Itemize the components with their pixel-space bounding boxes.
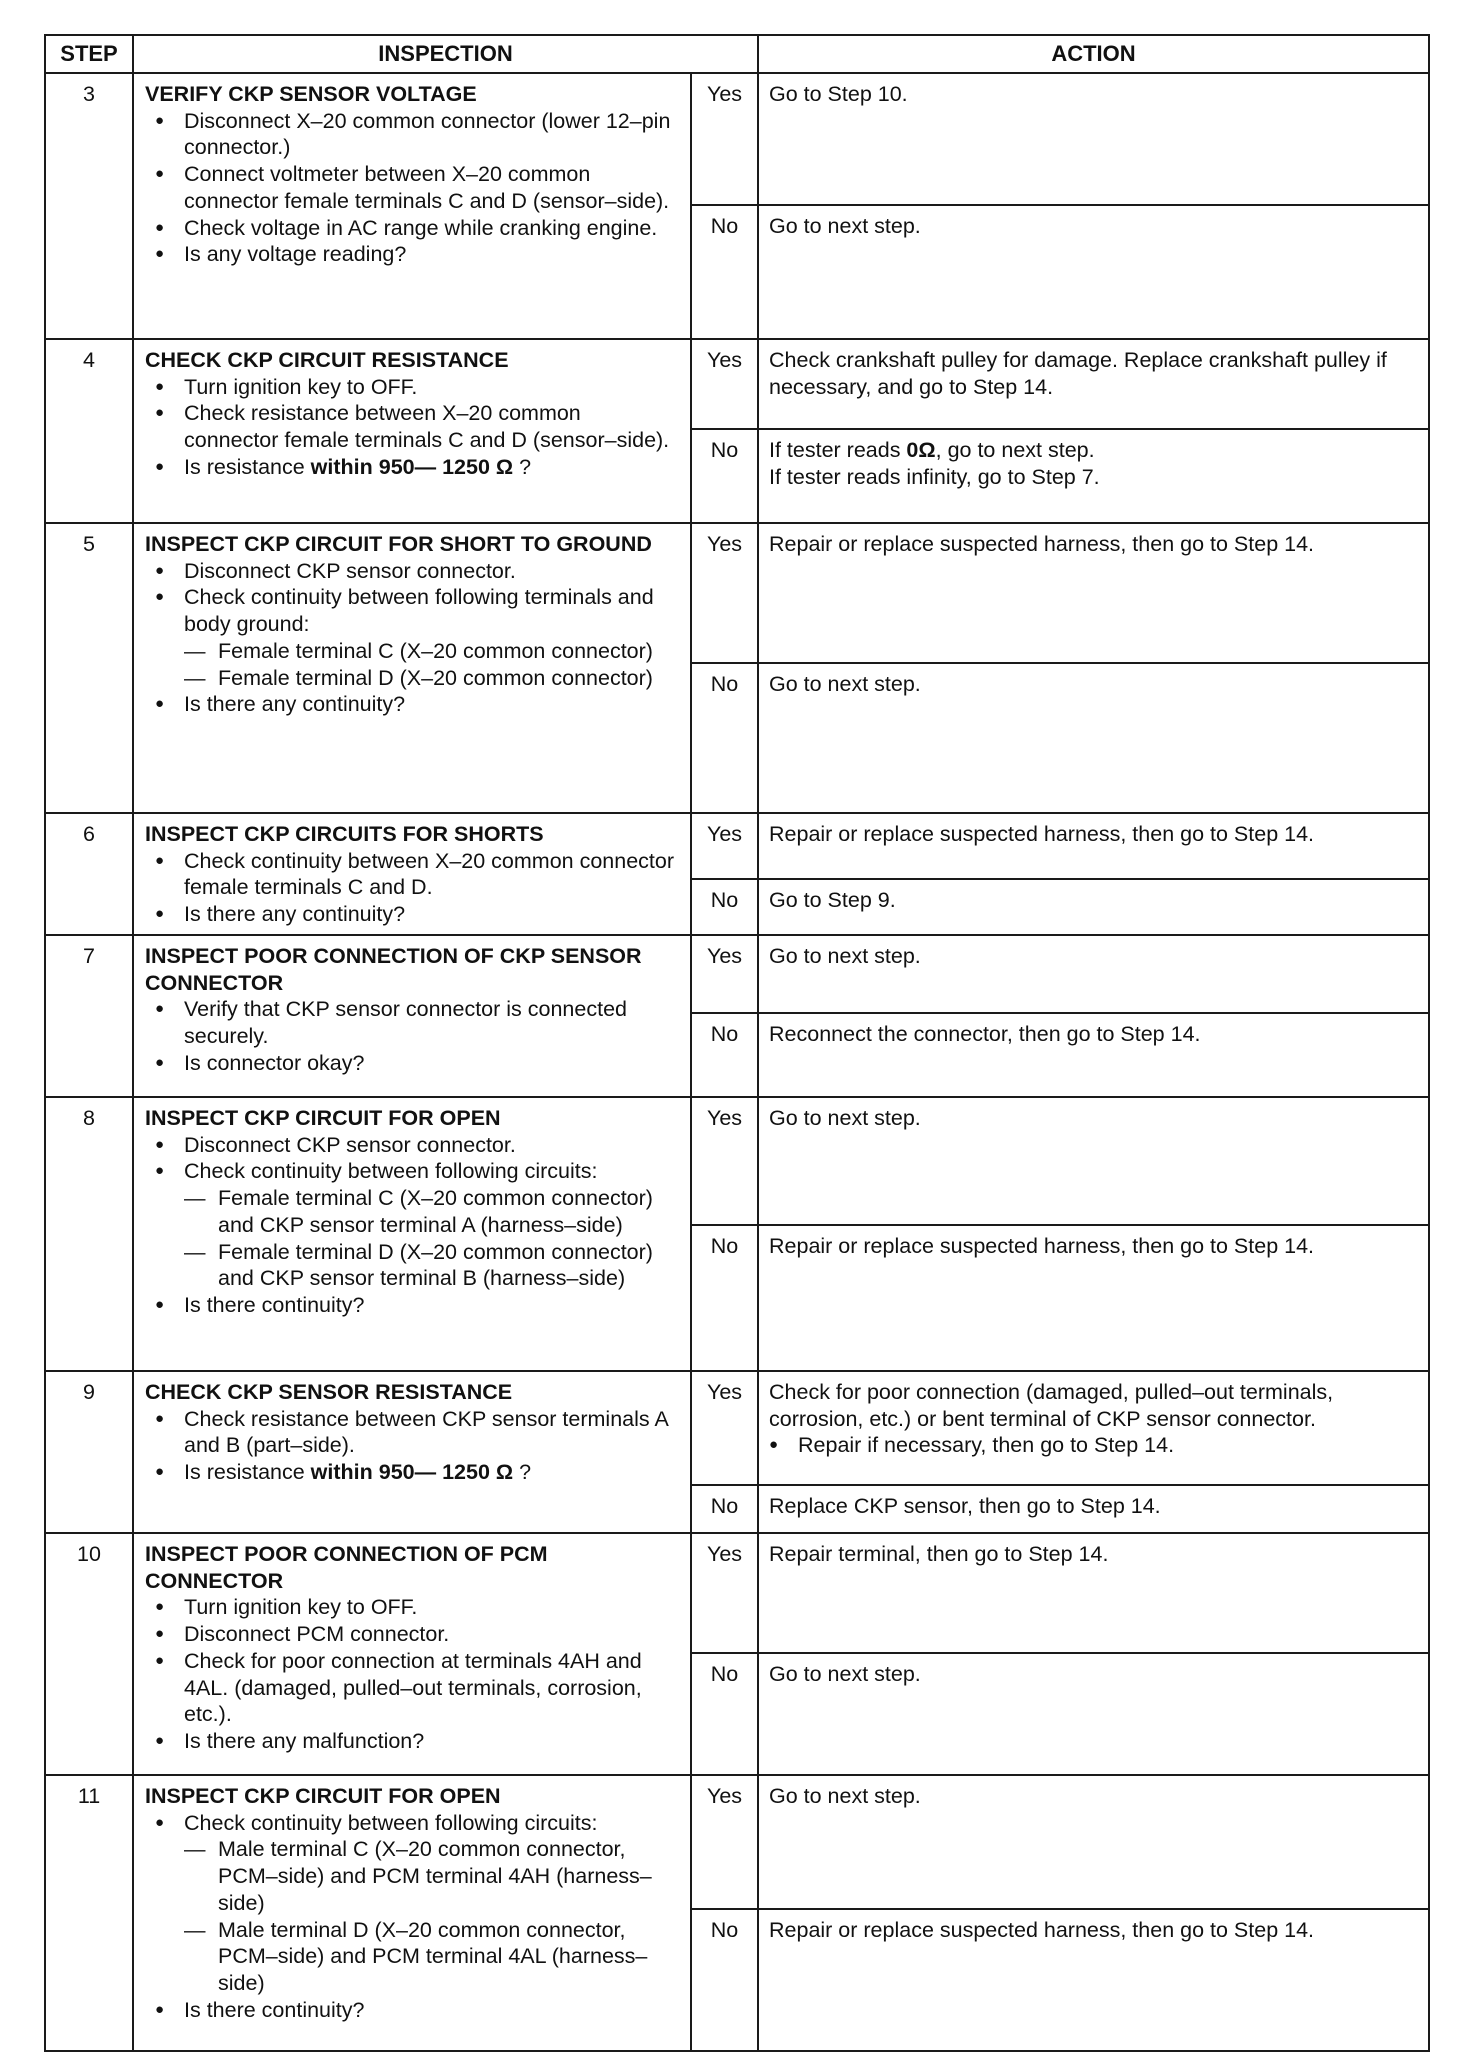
sub-list-item: — Female terminal C (X–20 common connector) and CKP sensor terminal A (harness–side) [184, 1185, 680, 1238]
instruction-text: Is resistance [184, 454, 311, 479]
step-number: 3 [45, 73, 133, 339]
yes-action [758, 1371, 1429, 1485]
table-row [45, 523, 1429, 663]
action-text: Go to Step 9. [769, 888, 896, 912]
action-line [769, 437, 1420, 464]
instruction-text: Is any voltage reading? [184, 242, 407, 267]
action-text: Repair terminal, then go to Step 14. [769, 1542, 1109, 1566]
header-row [45, 35, 1429, 73]
no-action [758, 205, 1429, 339]
yes-label: Yes [691, 1371, 758, 1485]
table-row [45, 339, 1429, 429]
action-text: If tester reads infinity, go to Step 7. [769, 464, 1100, 489]
instruction-text: Verify that CKP sensor connector is connected securely. [184, 997, 627, 1049]
instruction-text: Disconnect PCM connector. [184, 1622, 450, 1647]
list-item [145, 1594, 680, 1621]
action-text: Go to next step. [769, 1662, 921, 1686]
instruction-text: Is connector okay? [184, 1050, 365, 1075]
instruction-text: Connect voltmeter between X–20 common connector female terminals C and D (sensor–side). [184, 162, 670, 213]
no-label: No [691, 429, 758, 523]
yes-action [758, 523, 1429, 663]
action-text: Go to Step 10. [769, 82, 908, 106]
no-label: No [691, 1653, 758, 1775]
list-item [145, 1648, 680, 1728]
diagnostic-procedure-document [44, 34, 1428, 2052]
list-item [145, 108, 680, 161]
list-item [145, 691, 680, 718]
step-number: 10 [45, 1533, 133, 1775]
action-text: Go to next step. [769, 214, 921, 238]
yes-action [758, 813, 1429, 879]
sub-list [184, 1185, 680, 1292]
yes-action [758, 1533, 1429, 1653]
header-step: STEP [45, 35, 133, 73]
instruction-text: Is there any continuity? [184, 902, 406, 927]
no-action [758, 1225, 1429, 1371]
no-action [758, 1485, 1429, 1533]
inspection-steps [145, 108, 680, 268]
header-action: ACTION [758, 35, 1429, 73]
action-text: Go to next step. [769, 944, 921, 968]
inspection-cell [133, 73, 691, 339]
yes-action [758, 73, 1429, 205]
step-number: 11 [45, 1775, 133, 2051]
list-item [145, 241, 680, 268]
list-item [145, 1406, 680, 1459]
action-text: Check for poor connection (damaged, pulled–out terminals, corrosion, etc.) or bent terminal of CKP sensor connector. [769, 1380, 1334, 1431]
list-item [145, 374, 680, 401]
list-item [145, 848, 680, 901]
instruction-text: Disconnect X–20 common connector (lower 12–pin connector.) [184, 108, 671, 160]
instruction-text: Is there continuity? [184, 1997, 365, 2022]
action-text: Go to next step. [769, 672, 921, 696]
yes-label: Yes [691, 73, 758, 205]
list-item [145, 400, 680, 453]
list-item [145, 901, 680, 928]
instruction-text: Check continuity between following circuits: [184, 1810, 598, 1835]
action-text: Replace CKP sensor, then go to Step 14. [769, 1494, 1161, 1518]
list-item [145, 1132, 680, 1159]
yes-label: Yes [691, 1097, 758, 1225]
inspection-steps [145, 996, 680, 1076]
no-action [758, 1013, 1429, 1097]
no-label: No [691, 1013, 758, 1097]
action-text: Repair or replace suspected harness, then go to Step 14. [769, 1234, 1315, 1258]
no-action [758, 663, 1429, 813]
action-text: Go to next step. [769, 1784, 921, 1808]
inspection-steps [145, 1594, 680, 1754]
specification-value: 0Ω [906, 438, 936, 462]
yes-label: Yes [691, 813, 758, 879]
list-item [145, 996, 680, 1049]
list-item [145, 1997, 680, 2024]
step-number: 8 [45, 1097, 133, 1371]
list-item [145, 1621, 680, 1648]
header-inspection: INSPECTION [133, 35, 758, 73]
action-line [769, 464, 1420, 491]
action-text: Repair or replace suspected harness, then go to Step 14. [769, 822, 1315, 846]
instruction-text: Is resistance [184, 1460, 311, 1485]
yes-label: Yes [691, 1775, 758, 1909]
yes-label: Yes [691, 935, 758, 1013]
list-item [145, 1050, 680, 1077]
table-row [45, 813, 1429, 879]
inspection-cell [133, 523, 691, 813]
instruction-text: Check resistance between CKP sensor terminals A and B (part–side). [184, 1406, 668, 1458]
yes-label: Yes [691, 339, 758, 429]
step-number: 7 [45, 935, 133, 1097]
action-text: Go to next step. [769, 1106, 921, 1130]
table-row [45, 1371, 1429, 1485]
step-number: 9 [45, 1371, 133, 1533]
inspection-title: INSPECT CKP CIRCUITS FOR SHORTS [145, 822, 544, 846]
no-label: No [691, 1225, 758, 1371]
instruction-text: Is there any malfunction? [184, 1728, 425, 1753]
inspection-cell [133, 1775, 691, 2051]
inspection-title: INSPECT POOR CONNECTION OF PCM CONNECTOR [145, 1542, 548, 1593]
action-text: Repair or replace suspected harness, then go to Step 14. [769, 1918, 1315, 1942]
list-item: ● Repair if necessary, then go to Step 14. [759, 1432, 1420, 1459]
specification-value: within 950— 1250 Ω [310, 1460, 514, 1485]
sub-list-item: — Male terminal D (X–20 common connector, PCM–side) and PCM terminal 4AL (harness–side) [184, 1917, 680, 1997]
list-item [145, 1292, 680, 1319]
inspection-cell [133, 1371, 691, 1533]
inspection-title: INSPECT CKP CIRCUIT FOR OPEN [145, 1106, 501, 1130]
no-action [758, 1909, 1429, 2051]
action-text: Repair or replace suspected harness, then go to Step 14. [769, 532, 1315, 556]
action-text: Check crankshaft pulley for damage. Replace crankshaft pulley if necessary, and go to Step 14. [769, 348, 1387, 399]
table-body [45, 73, 1429, 2051]
table-row [45, 1775, 1429, 1909]
instruction-text: Check voltage in AC range while cranking engine. [184, 215, 658, 240]
action-text: Reconnect the connector, then go to Step 14. [769, 1022, 1201, 1046]
yes-action [758, 1097, 1429, 1225]
inspection-cell [133, 1533, 691, 1775]
table-row [45, 935, 1429, 1013]
list-item [145, 584, 680, 691]
instruction-text: Is there continuity? [184, 1292, 365, 1317]
sub-list-item: — Female terminal C (X–20 common connector) [184, 638, 680, 665]
sub-list-item: — Female terminal D (X–20 common connector) [184, 665, 680, 692]
list-item [145, 1158, 680, 1292]
list-item [145, 215, 680, 242]
step-number: 6 [45, 813, 133, 935]
no-label: No [691, 1485, 758, 1533]
diagnostic-table [44, 34, 1430, 2052]
list-item [145, 161, 680, 214]
yes-action [758, 1775, 1429, 1909]
instruction-text: Check continuity between following circuits: [184, 1159, 598, 1184]
inspection-title: INSPECT CKP CIRCUIT FOR SHORT TO GROUND [145, 532, 652, 556]
instruction-text: Turn ignition key to OFF. [184, 1595, 418, 1620]
inspection-steps [145, 848, 680, 928]
no-action [758, 429, 1429, 523]
instruction-text: Disconnect CKP sensor connector. [184, 558, 516, 583]
no-label: No [691, 879, 758, 935]
yes-label: Yes [691, 1533, 758, 1653]
action-text: , go to next step. [935, 438, 1095, 462]
list-item [145, 1459, 680, 1486]
inspection-steps [145, 374, 680, 481]
no-label: No [691, 663, 758, 813]
yes-action [758, 935, 1429, 1013]
no-action [758, 879, 1429, 935]
step-number: 5 [45, 523, 133, 813]
list-item [145, 558, 680, 585]
instruction-text: Turn ignition key to OFF. [184, 374, 418, 399]
inspection-steps [145, 1132, 680, 1319]
inspection-cell [133, 339, 691, 523]
inspection-cell [133, 813, 691, 935]
instruction-suffix: ? [513, 1460, 532, 1485]
no-label: No [691, 205, 758, 339]
table-row [45, 73, 1429, 205]
list-item [145, 1810, 680, 1997]
step-number: 4 [45, 339, 133, 523]
no-action [758, 1653, 1429, 1775]
instruction-text: Check continuity between X–20 common connector female terminals C and D. [184, 848, 674, 900]
inspection-title: INSPECT POOR CONNECTION OF CKP SENSOR CONNECTOR [145, 944, 642, 995]
action-text: If tester reads [769, 438, 907, 462]
yes-label: Yes [691, 523, 758, 663]
instruction-text: Disconnect CKP sensor connector. [184, 1132, 516, 1157]
inspection-cell [133, 935, 691, 1097]
sub-list-item: — Female terminal D (X–20 common connector) and CKP sensor terminal B (harness–side) [184, 1239, 680, 1292]
sub-list-item: — Male terminal C (X–20 common connector, PCM–side) and PCM terminal 4AH (harness–side) [184, 1836, 680, 1916]
inspection-title: CHECK CKP SENSOR RESISTANCE [145, 1380, 513, 1404]
inspection-title: CHECK CKP CIRCUIT RESISTANCE [145, 348, 509, 372]
instruction-text: Is there any continuity? [184, 692, 406, 717]
list-item [145, 454, 680, 481]
instruction-text: Check continuity between following terminals and body ground: [184, 585, 654, 637]
sub-list [184, 1836, 680, 1996]
action-steps [759, 1432, 1420, 1459]
instruction-suffix: ? [513, 454, 532, 479]
inspection-steps [145, 1810, 680, 2024]
inspection-steps [145, 1406, 680, 1486]
list-item [145, 1728, 680, 1755]
inspection-steps [145, 558, 680, 718]
specification-value: within 950— 1250 Ω [310, 454, 514, 479]
sub-list [184, 638, 680, 691]
inspection-title: VERIFY CKP SENSOR VOLTAGE [145, 82, 477, 106]
inspection-title: INSPECT CKP CIRCUIT FOR OPEN [145, 1784, 501, 1808]
table-row [45, 1533, 1429, 1653]
inspection-cell [133, 1097, 691, 1371]
instruction-text: Check resistance between X–20 common connector female terminals C and D (sensor–side). [184, 401, 670, 453]
yes-action [758, 339, 1429, 429]
instruction-text: Check for poor connection at terminals 4AH and 4AL. (damaged, pulled–out terminals, corrosion, etc.). [184, 1648, 642, 1727]
table-row [45, 1097, 1429, 1225]
no-label: No [691, 1909, 758, 2051]
